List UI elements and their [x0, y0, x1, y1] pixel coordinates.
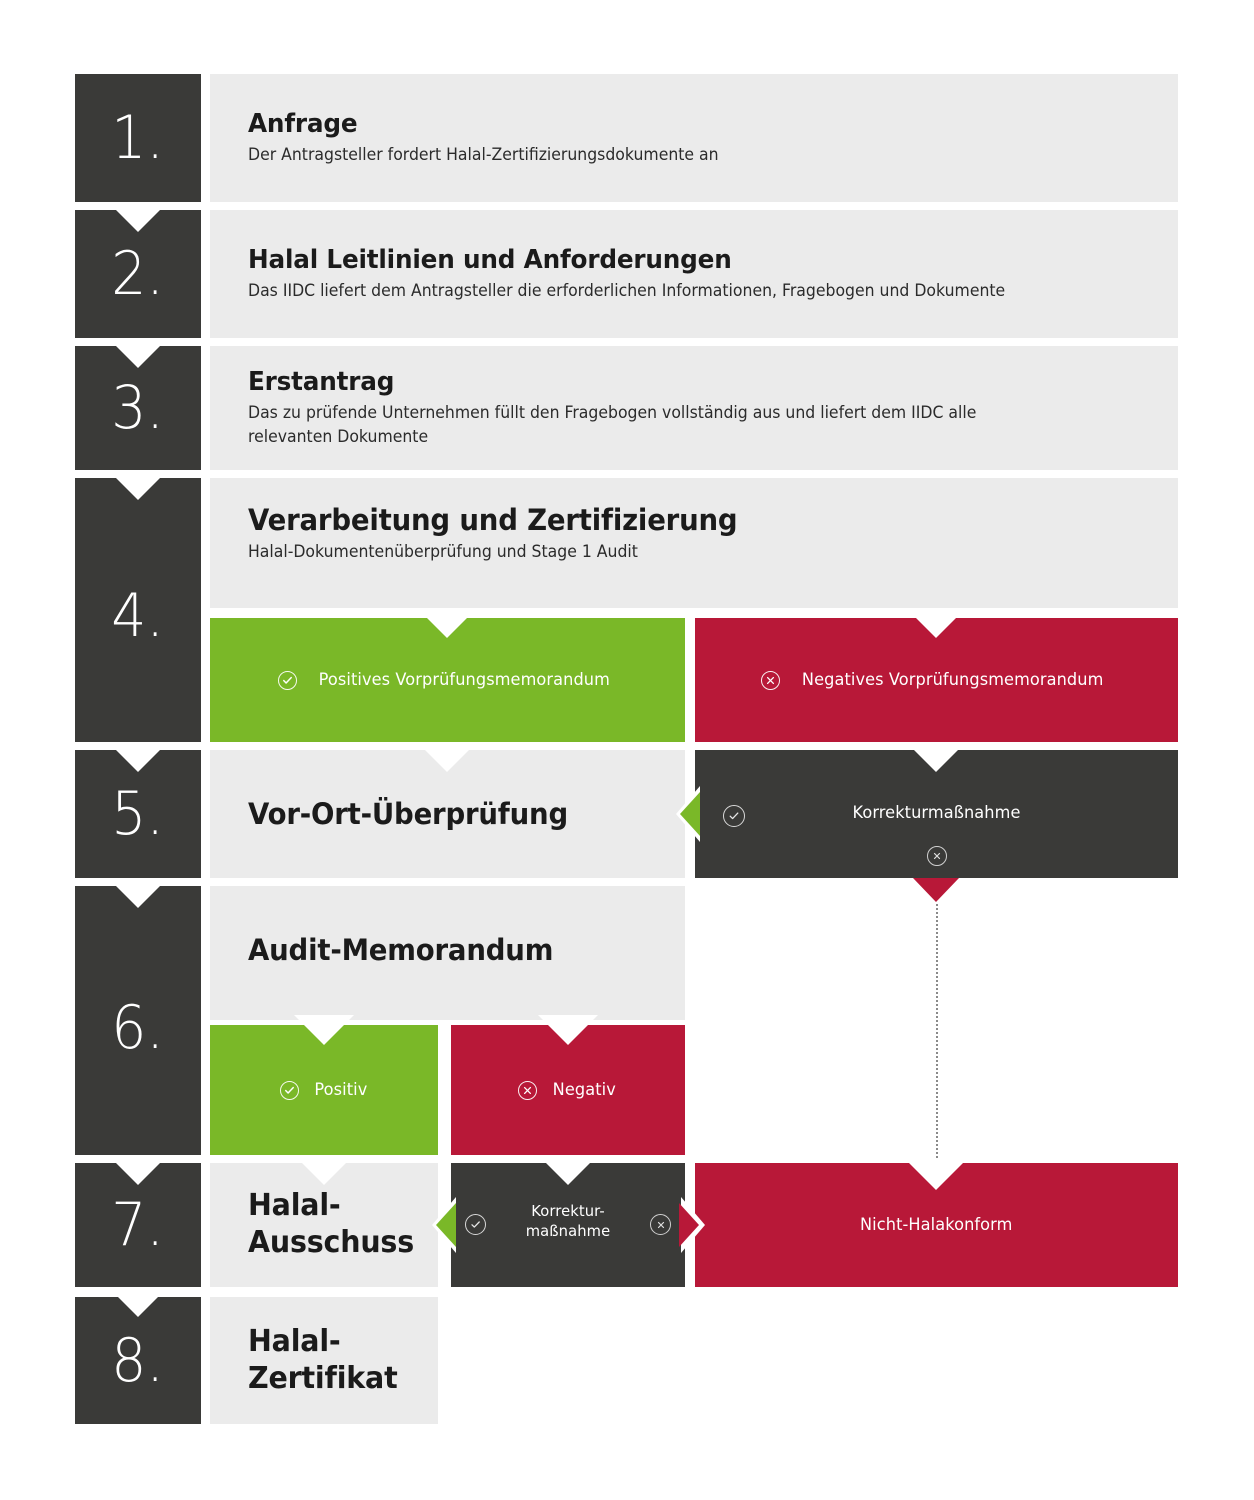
- step-6-outcome-negative-label: Negativ: [552, 1079, 617, 1100]
- step-panel-1: [210, 74, 1178, 202]
- step-3-desc: Das zu prüfende Unternehmen füllt den Fragebogen vollständig aus und liefert dem IIDC alle relevanten Dokumente: [248, 403, 977, 446]
- step-number-5-label: 5.: [111, 779, 165, 849]
- x-circle-icon: [518, 1081, 537, 1100]
- step-5-title: Vor-Ort-Überprüfung: [248, 796, 568, 831]
- check-circle-icon: [280, 1081, 299, 1100]
- step-2-desc: Das IIDC liefert dem Antragsteller die erforderlichen Informationen, Fragebogen und Dokumente: [248, 280, 1006, 300]
- step-4-outcome-positive-label: Positives Vorprüfungsmemorandum: [318, 669, 610, 690]
- step-7-title-line2: Ausschuss: [248, 1225, 414, 1260]
- step-7-nonconform-label: Nicht-Halakonform: [860, 1214, 1013, 1235]
- step-2-title: Halal Leitlinien und Anforderungen: [248, 244, 732, 275]
- step-7-corrective-label-line2: maßnahme: [525, 1222, 611, 1241]
- step-6-title: Audit-Memorandum: [248, 933, 554, 967]
- step-panel-4: [210, 478, 1178, 608]
- step-5-corrective-label: Korrekturmaßnahme: [852, 803, 1021, 823]
- step-8-title-line2: Zertifikat: [248, 1360, 398, 1396]
- step-number-3-label: 3.: [111, 373, 165, 443]
- step-6-outcome-positive-label: Positiv: [314, 1079, 367, 1100]
- step-1-title: Anfrage: [248, 108, 358, 139]
- step-panel-2: [210, 210, 1178, 338]
- step-7-title-line1: Halal-: [248, 1188, 341, 1224]
- step-3-title: Erstantrag: [248, 367, 395, 398]
- step-number-1-label: 1.: [111, 103, 165, 173]
- step-number-4: [75, 478, 201, 742]
- step-number-4-label: 4.: [111, 581, 165, 651]
- check-circle-icon: [278, 671, 297, 690]
- x-circle-icon: [927, 846, 947, 866]
- step-4-title: Verarbeitung und Zertifizierung: [248, 503, 738, 537]
- step-7-corrective-label-line1: Korrektur-: [531, 1202, 605, 1220]
- step-panel-8: [210, 1297, 438, 1424]
- step-number-8-label: 8.: [111, 1325, 165, 1396]
- x-circle-icon: [761, 671, 780, 690]
- step-number-6-label: 6.: [111, 993, 165, 1063]
- arrow-korrektur-fail: [913, 878, 959, 902]
- x-circle-icon: [650, 1214, 671, 1235]
- step-number-1: [75, 74, 201, 202]
- step-1-desc: Der Antragsteller fordert Halal-Zertifizierungsdokumente an: [248, 144, 719, 164]
- dotted-connector-korrektur-to-nichtkonform: [936, 904, 938, 1162]
- step-4-desc: Halal-Dokumentenüberprüfung und Stage 1 Audit: [248, 542, 638, 562]
- step-7-corrective-label: [457, 1201, 679, 1241]
- step-8-title-line1: Halal-: [248, 1323, 341, 1359]
- step-number-2-label: 2.: [111, 239, 165, 309]
- step-4-outcome-negative-label: Negatives Vorprüfungsmemorandum: [802, 669, 1104, 690]
- step-panel-6: [210, 886, 685, 1020]
- step-panel-3: [210, 346, 1178, 470]
- step-number-7-label: 7.: [111, 1190, 165, 1260]
- step-number-6: [75, 886, 201, 1155]
